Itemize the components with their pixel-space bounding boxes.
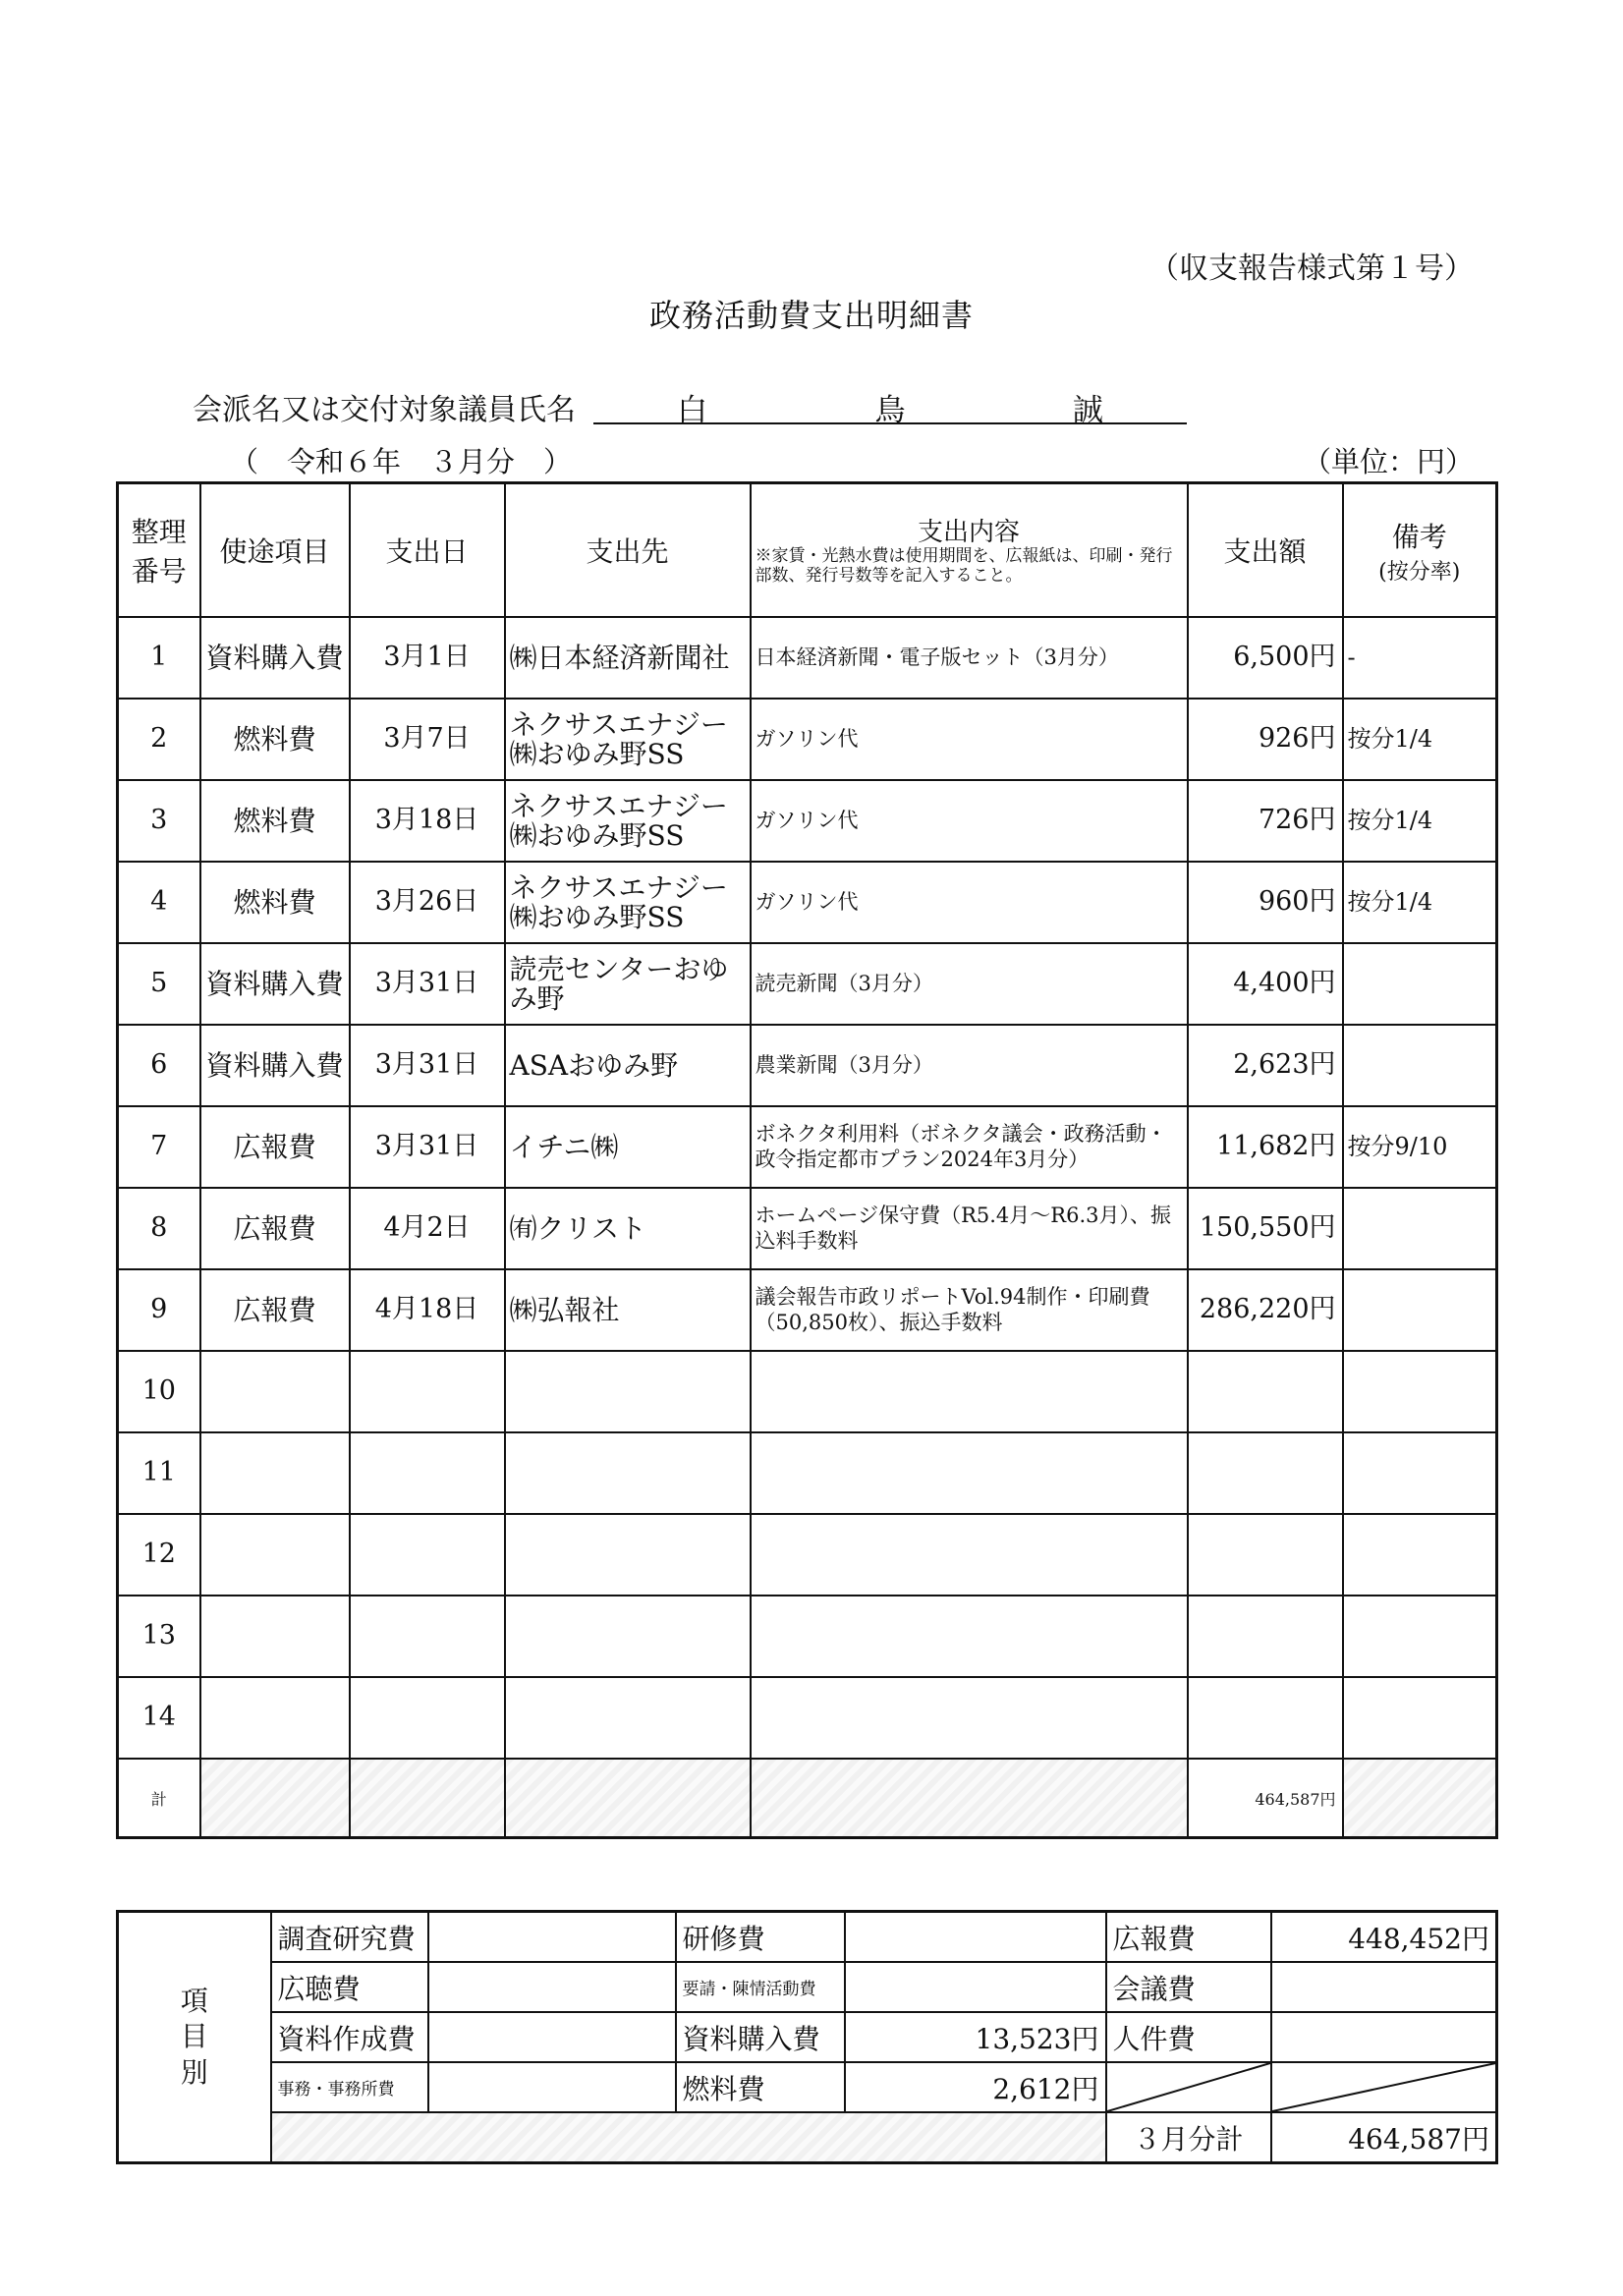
total-label: 計 — [118, 1759, 200, 1838]
items-label: 項 目 別 — [118, 1912, 271, 2163]
document-title: 政務活動費支出明細書 — [648, 297, 974, 334]
row-content — [751, 1677, 1188, 1759]
row-date: 3月31日 — [350, 1025, 505, 1106]
row-date: 3月26日 — [350, 862, 505, 943]
row-number: 8 — [118, 1188, 200, 1269]
member-name-char: 白 — [677, 393, 708, 428]
summary-value — [428, 2012, 676, 2062]
shaded-cell — [350, 1759, 505, 1838]
row-number: 5 — [118, 943, 200, 1025]
table-row — [118, 1596, 1497, 1677]
row-content: 議会報告市政リポートVol.94制作・印刷費（50,850枚）、振込手数料 — [751, 1269, 1188, 1351]
row-number: 3 — [118, 780, 200, 862]
row-date: 3月31日 — [350, 943, 505, 1025]
header-content-note: ※家賃・光熱水費は使用期間を、広報紙は、印刷・発行部数、発行号数等を記入すること。 — [755, 545, 1173, 586]
row-amount — [1188, 1351, 1343, 1432]
table-row — [118, 1025, 1497, 1106]
row-payee: イチニ㈱ — [505, 1106, 751, 1188]
row-amount: 726円 — [1188, 780, 1343, 862]
row-category — [200, 1514, 350, 1596]
table-row — [118, 1514, 1497, 1596]
row-note — [1343, 1269, 1497, 1351]
row-note: 按分1/4 — [1343, 862, 1497, 943]
header-no: 整理番号 — [118, 483, 200, 618]
row-amount: 960円 — [1188, 862, 1343, 943]
row-amount — [1188, 1596, 1343, 1677]
row-note — [1343, 1677, 1497, 1759]
row-payee: ㈱日本経済新聞社 — [505, 617, 751, 699]
summary-label: 会議費 — [1106, 1962, 1271, 2012]
row-date: 4月18日 — [350, 1269, 505, 1351]
row-note — [1343, 943, 1497, 1025]
member-name-char: 鳥 — [874, 393, 906, 428]
row-note — [1343, 1514, 1497, 1596]
row-category: 燃料費 — [200, 699, 350, 780]
row-date — [350, 1432, 505, 1514]
row-number: 9 — [118, 1269, 200, 1351]
summary-value — [428, 1962, 676, 2012]
header-date: 支出日 — [350, 483, 505, 618]
row-number: 6 — [118, 1025, 200, 1106]
row-payee: ASAおゆみ野 — [505, 1025, 751, 1106]
summary-value — [1271, 2012, 1497, 2062]
diagonal-cell — [1271, 2062, 1497, 2112]
row-amount: 2,623円 — [1188, 1025, 1343, 1106]
row-note — [1343, 1025, 1497, 1106]
summary-value — [428, 2062, 676, 2112]
summary-value: 448,452円 — [1271, 1912, 1497, 1963]
row-content — [751, 1432, 1188, 1514]
row-category: 資料購入費 — [200, 1025, 350, 1106]
row-number: 11 — [118, 1432, 200, 1514]
row-number: 7 — [118, 1106, 200, 1188]
row-content: 農業新聞（3月分） — [751, 1025, 1188, 1106]
summary-label: 要請・陳情活動費 — [676, 1962, 845, 2012]
summary-label: 資料購入費 — [676, 2012, 845, 2062]
row-amount — [1188, 1432, 1343, 1514]
row-date: 4月2日 — [350, 1188, 505, 1269]
header-content — [751, 483, 1188, 618]
table-row — [118, 1269, 1497, 1351]
member-name-char: 誠 — [1072, 393, 1103, 428]
summary-label: 資料作成費 — [271, 2012, 428, 2062]
row-date: 3月1日 — [350, 617, 505, 699]
header-payee: 支出先 — [505, 483, 751, 618]
summary-row — [118, 2062, 1497, 2112]
row-content — [751, 1596, 1188, 1677]
summary-row — [118, 1962, 1497, 2012]
row-category: 広報費 — [200, 1269, 350, 1351]
report-period: （ 令和６年 ３月分 ） — [230, 445, 573, 478]
row-category: 広報費 — [200, 1188, 350, 1269]
row-payee: ネクサスエナジー㈱おゆみ野SS — [505, 699, 751, 780]
header-category: 使途項目 — [200, 483, 350, 618]
row-category — [200, 1677, 350, 1759]
expense-table — [116, 481, 1498, 1839]
total-row — [118, 1759, 1497, 1838]
summary-row — [118, 1912, 1497, 1963]
row-category — [200, 1596, 350, 1677]
row-number: 10 — [118, 1351, 200, 1432]
table-row — [118, 780, 1497, 862]
row-payee — [505, 1677, 751, 1759]
row-category: 燃料費 — [200, 862, 350, 943]
row-payee: 読売センターおゆみ野 — [505, 943, 751, 1025]
table-row — [118, 699, 1497, 780]
row-amount — [1188, 1677, 1343, 1759]
row-note: - — [1343, 617, 1497, 699]
row-category: 広報費 — [200, 1106, 350, 1188]
table-row — [118, 1188, 1497, 1269]
row-category — [200, 1351, 350, 1432]
summary-label: 研修費 — [676, 1912, 845, 1963]
form-code: （収支報告様式第１号） — [1149, 252, 1474, 286]
row-amount: 4,400円 — [1188, 943, 1343, 1025]
row-number: 12 — [118, 1514, 200, 1596]
table-row — [118, 862, 1497, 943]
shaded-cell — [200, 1759, 350, 1838]
summary-label: 燃料費 — [676, 2062, 845, 2112]
row-payee — [505, 1514, 751, 1596]
table-row — [118, 1106, 1497, 1188]
row-content: 読売新聞（3月分） — [751, 943, 1188, 1025]
row-date — [350, 1677, 505, 1759]
summary-value — [845, 1962, 1106, 2012]
row-note — [1343, 1188, 1497, 1269]
summary-value — [1271, 1962, 1497, 2012]
member-label: 会派名又は交付対象議員氏名 — [193, 393, 576, 427]
table-row — [118, 1677, 1497, 1759]
row-amount: 11,682円 — [1188, 1106, 1343, 1188]
row-content: ホームページ保守費（R5.4月～R6.3月）、振込料手数料 — [751, 1188, 1188, 1269]
row-date: 3月31日 — [350, 1106, 505, 1188]
summary-value — [845, 1912, 1106, 1963]
row-payee: ネクサスエナジー㈱おゆみ野SS — [505, 862, 751, 943]
table-row — [118, 1432, 1497, 1514]
row-payee: ネクサスエナジー㈱おゆみ野SS — [505, 780, 751, 862]
row-content: ガソリン代 — [751, 780, 1188, 862]
row-number: 2 — [118, 699, 200, 780]
row-date: 3月7日 — [350, 699, 505, 780]
summary-value: 13,523円 — [845, 2012, 1106, 2062]
header-amount: 支出額 — [1188, 483, 1343, 618]
summary-value — [428, 1912, 676, 1963]
table-header-row — [118, 483, 1497, 618]
row-content — [751, 1514, 1188, 1596]
month-total-value: 464,587円 — [1271, 2112, 1497, 2163]
header-content-title: 支出内容 — [917, 517, 1020, 547]
category-summary-table — [116, 1910, 1498, 2164]
diagonal-cell — [1106, 2062, 1271, 2112]
row-amount: 150,550円 — [1188, 1188, 1343, 1269]
row-content: ボネクタ利用料（ボネクタ議会・政務活動・政令指定都市プラン2024年3月分） — [751, 1106, 1188, 1188]
row-note: 按分1/4 — [1343, 699, 1497, 780]
table-row — [118, 617, 1497, 699]
row-note — [1343, 1351, 1497, 1432]
row-category: 燃料費 — [200, 780, 350, 862]
row-payee — [505, 1596, 751, 1677]
table-row — [118, 943, 1497, 1025]
shaded-cell — [751, 1759, 1188, 1838]
summary-label: 広報費 — [1106, 1912, 1271, 1963]
row-payee — [505, 1351, 751, 1432]
shaded-cell — [505, 1759, 751, 1838]
shaded-cell — [1343, 1759, 1497, 1838]
header-note-title: 備考 — [1391, 520, 1447, 553]
row-payee: ㈲クリスト — [505, 1188, 751, 1269]
table-row — [118, 1351, 1497, 1432]
summary-label: 広聴費 — [271, 1962, 428, 2012]
member-name — [593, 383, 1187, 428]
summary-total-row — [118, 2112, 1497, 2163]
unit-label: （単位：円） — [1302, 445, 1474, 478]
row-content: ガソリン代 — [751, 862, 1188, 943]
row-date: 3月18日 — [350, 780, 505, 862]
row-payee: ㈱弘報社 — [505, 1269, 751, 1351]
row-number: 13 — [118, 1596, 200, 1677]
row-number: 1 — [118, 617, 200, 699]
row-amount: 926円 — [1188, 699, 1343, 780]
row-date — [350, 1596, 505, 1677]
row-note: 按分1/4 — [1343, 780, 1497, 862]
total-amount: 464,587円 — [1188, 1759, 1343, 1838]
row-number: 14 — [118, 1677, 200, 1759]
row-content: 日本経済新聞・電子版セット（3月分） — [751, 617, 1188, 699]
row-note — [1343, 1596, 1497, 1677]
row-amount: 6,500円 — [1188, 617, 1343, 699]
summary-label: 事務・事務所費 — [271, 2062, 428, 2112]
row-date — [350, 1351, 505, 1432]
month-total-label: ３月分計 — [1106, 2112, 1271, 2163]
row-category — [200, 1432, 350, 1514]
row-note — [1343, 1432, 1497, 1514]
row-amount — [1188, 1514, 1343, 1596]
summary-label: 調査研究費 — [271, 1912, 428, 1963]
row-category: 資料購入費 — [200, 943, 350, 1025]
row-number: 4 — [118, 862, 200, 943]
row-note: 按分9/10 — [1343, 1106, 1497, 1188]
row-amount: 286,220円 — [1188, 1269, 1343, 1351]
summary-label: 人件費 — [1106, 2012, 1271, 2062]
row-payee — [505, 1432, 751, 1514]
row-content — [751, 1351, 1188, 1432]
summary-row — [118, 2012, 1497, 2062]
row-category: 資料購入費 — [200, 617, 350, 699]
row-content: ガソリン代 — [751, 699, 1188, 780]
row-date — [350, 1514, 505, 1596]
header-note — [1343, 483, 1497, 618]
header-note-sub: (按分率) — [1378, 559, 1461, 585]
summary-value: 2,612円 — [845, 2062, 1106, 2112]
shaded-cell — [271, 2112, 1106, 2163]
